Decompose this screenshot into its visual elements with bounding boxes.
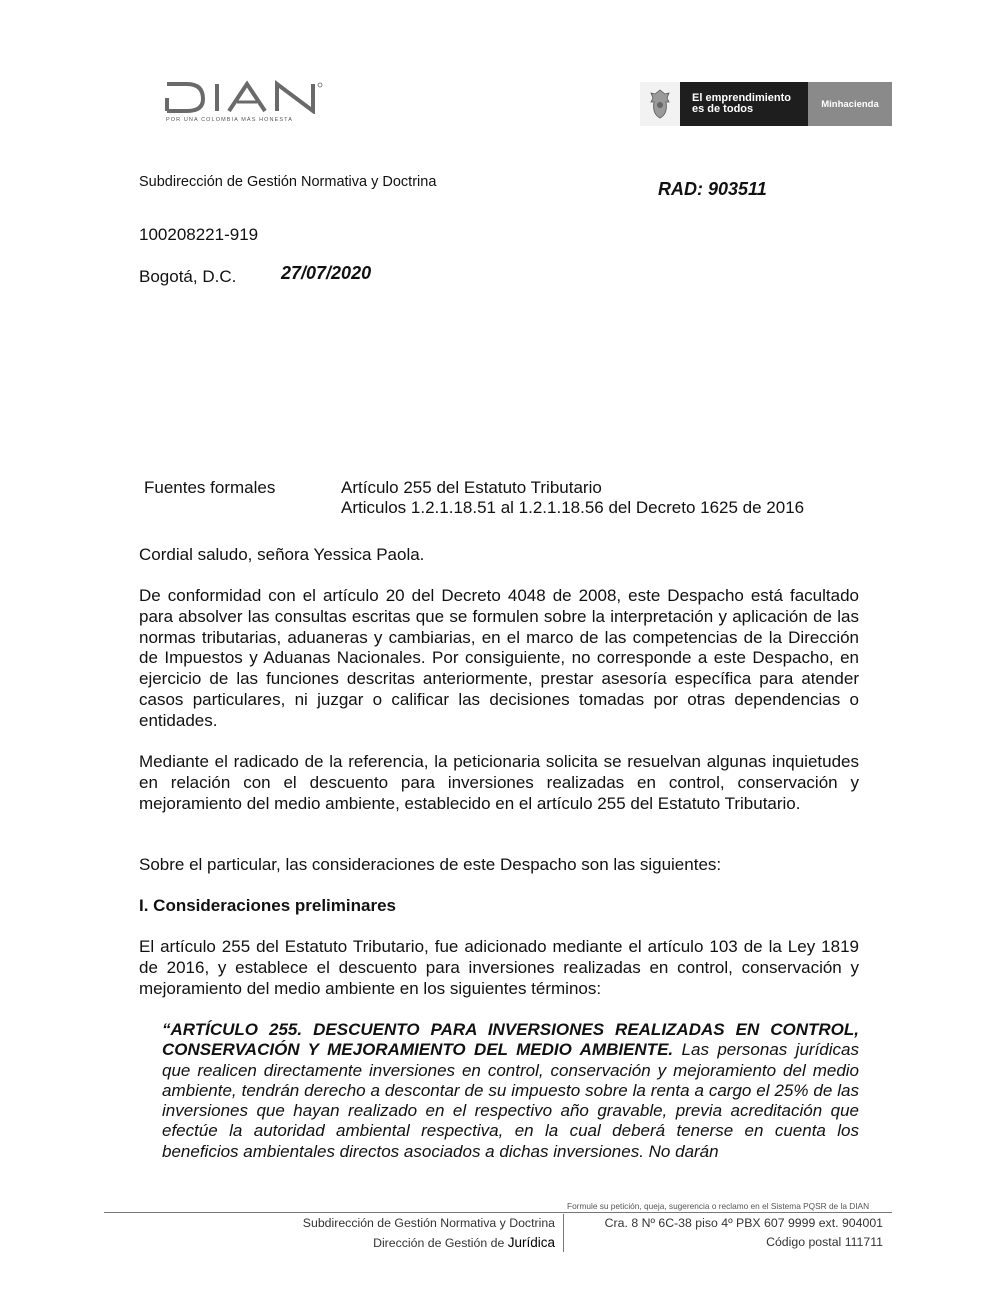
paragraph-request: Mediante el radicado de la referencia, la peticionaria solicita se resuelvan algunas inquietudes en relación con el descuento para inversiones realizadas en control, conservación y mejoramiento del medio ambiente, establecido en el artículo 255 del Estatuto Tributario. <box>139 752 859 813</box>
footer-pqsr-note: Formule su petición, queja, sugerencia o reclamo en el Sistema PQSR de la DIAN <box>567 1201 870 1211</box>
footer-divider <box>563 1214 564 1252</box>
government-logo <box>640 82 892 126</box>
footer-direction <box>373 1235 555 1250</box>
sources-label: Fuentes formales <box>144 478 276 497</box>
footer-postal-code: Código postal 111711 <box>766 1235 883 1249</box>
greeting: Cordial saludo, señora Yessica Paola. <box>139 545 425 564</box>
source-line-2: Articulos 1.2.1.18.51 al 1.2.1.18.56 del Decreto 1625 de 2016 <box>341 498 805 517</box>
footer-office: Subdirección de Gestión Normativa y Doctrina <box>302 1216 555 1230</box>
office-name: Subdirección de Gestión Normativa y Doctrina <box>139 174 437 190</box>
dian-tagline: POR UNA COLOMBIA MÁS HONESTA <box>166 117 293 123</box>
coat-of-arms-icon <box>640 82 680 126</box>
ministry-label: Minhacienda <box>808 82 892 126</box>
paragraph-intro: Sobre el particular, las consideraciones de este Despacho son las siguientes: <box>139 855 722 874</box>
article-quote-text: Las personas jurídicas que realicen directamente inversiones en control, conservación y mejoramiento del medio ambiente, tendrán derecho a descontar de su impuesto sobre la renta a cargo el 25% de las inversiones que hayan realizado en el respectivo año gravable, previa acreditación que efectúe la autoridad ambiental respectiva, en la cual deberá tenerse en cuenta los beneficios ambientales directos asociados a dichas inversiones. No darán <box>162 1040 859 1161</box>
article-quote-title: “ARTÍCULO 255. DESCUENTO PARA INVERSIONES REALIZADAS EN CONTROL, CONSERVACIÓN Y MEJORAMIENTO DEL MEDIO AMBIENTE. <box>162 1020 859 1060</box>
city: Bogotá, D.C. <box>139 267 237 286</box>
article-quote <box>162 1020 859 1162</box>
gov-slogan <box>680 82 808 126</box>
source-line-1: Artículo 255 del Estatuto Tributario <box>341 478 602 497</box>
footer-direction-emphasis: Jurídica <box>507 1235 555 1250</box>
footer-address: Cra. 8 Nº 6C-38 piso 4º PBX 607 9999 ext. 904001 <box>604 1216 883 1230</box>
paragraph-article: El artículo 255 del Estatuto Tributario, fue adicionado mediante el artículo 103 de la Ley 1819 de 2016, y establece el descuento para inversiones realizadas en control, conservación y mejoramiento del medio ambiente en los siguientes términos: <box>139 937 859 998</box>
document-number: 100208221-919 <box>139 225 259 244</box>
rad-number: RAD: 903511 <box>658 179 767 199</box>
paragraph-competence: De conformidad con el artículo 20 del Decreto 4048 de 2008, este Despacho está facultado para absolver las consultas escritas que se formulen sobre la interpretación y aplicación de las normas tributarias, aduaneras y cambiarias, en el marco de las competencias de la Dirección de Impuestos y Aduanas Nacionales. Por consiguiente, no corresponde a este Despacho, en ejercicio de las funciones descritas anteriormente, prestar asesoría específica para atender casos particulares, ni juzgar o calificar las decisiones tomadas por otras dependencias o entidades. <box>139 586 859 730</box>
gov-slogan-line2: es de todos <box>692 103 754 115</box>
gov-slogan-line1: El emprendimiento <box>692 92 792 104</box>
footer-direction-prefix: Dirección de Gestión de <box>373 1236 508 1250</box>
section-heading: I. Consideraciones preliminares <box>139 896 396 915</box>
document-date: 27/07/2020 <box>281 263 372 283</box>
footer-rule <box>104 1212 892 1213</box>
